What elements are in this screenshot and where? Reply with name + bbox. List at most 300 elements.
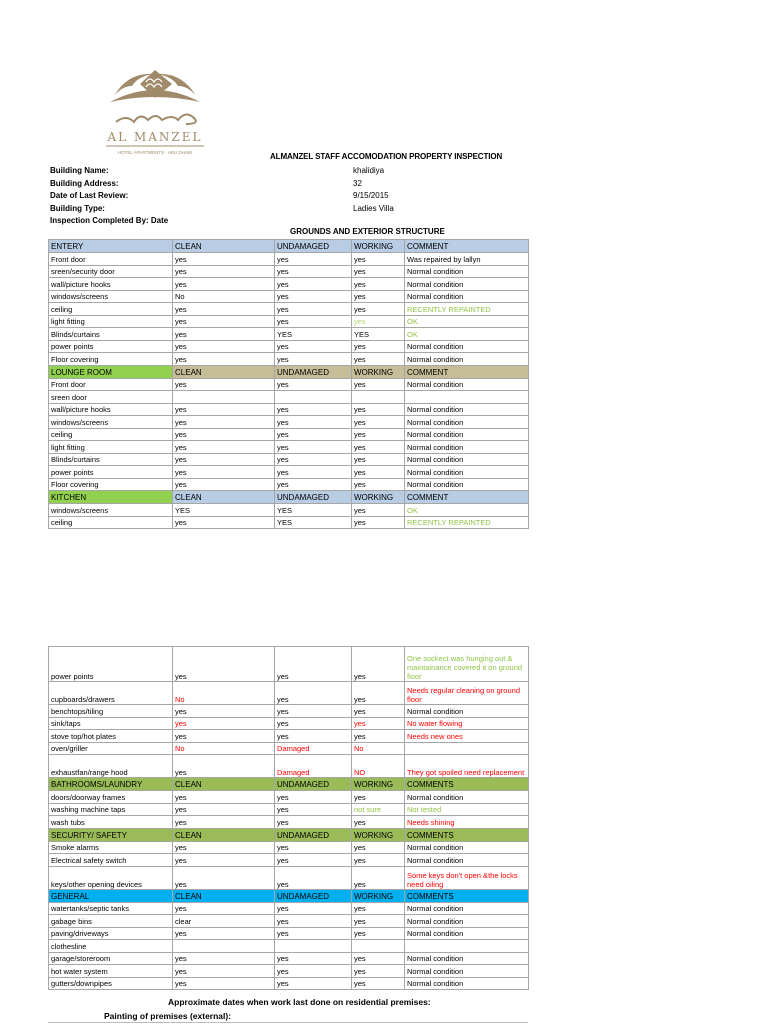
status-cell: yes: [352, 965, 405, 978]
item-cell: light fitting: [49, 315, 173, 328]
table-row: [49, 340, 529, 353]
comment-cell: Normal condition: [405, 378, 529, 391]
table-row: [49, 755, 529, 778]
status-cell: yes: [173, 315, 275, 328]
comment-cell: [405, 742, 529, 755]
item-cell: windows/screens: [49, 290, 173, 303]
header-cell: UNDAMAGED: [275, 778, 352, 791]
field-value: Ladies Villa: [353, 203, 394, 213]
comment-cell: Normal condition: [405, 952, 529, 965]
comment-cell: Not tested: [405, 803, 529, 816]
status-cell: [173, 940, 275, 953]
comment-cell: RECENTLY REPAINTED: [405, 516, 529, 529]
item-cell: sink/taps: [49, 717, 173, 730]
header-cell: UNDAMAGED: [275, 491, 352, 504]
item-cell: ceiling: [49, 428, 173, 441]
item-cell: wall/picture hooks: [49, 278, 173, 291]
item-cell: Floor covering: [49, 478, 173, 491]
comment-cell: Normal condition: [405, 977, 529, 990]
table-row: [49, 647, 529, 682]
comment-cell: OK: [405, 504, 529, 517]
building-type-row: [50, 204, 450, 217]
item-cell: ceiling: [49, 516, 173, 529]
footer-note: Approximate dates when work last done on residential premises:: [168, 997, 431, 1007]
item-cell: Front door: [49, 253, 173, 266]
table-row: [49, 791, 529, 804]
status-cell: yes: [275, 854, 352, 867]
status-cell: yes: [173, 441, 275, 454]
comment-cell: Normal condition: [405, 278, 529, 291]
header-cell: COMMENT: [405, 491, 529, 504]
item-cell: watertanks/septic tanks: [49, 902, 173, 915]
status-cell: yes: [352, 841, 405, 854]
header-cell: LOUNGE ROOM: [49, 365, 173, 378]
status-cell: yes: [173, 647, 275, 682]
status-cell: yes: [275, 315, 352, 328]
header-cell: WORKING: [352, 240, 405, 253]
comment-cell: Normal condition: [405, 791, 529, 804]
status-cell: yes: [173, 516, 275, 529]
header-cell: WORKING: [352, 889, 405, 902]
svg-text:HOTEL APARTMENTS - ABU DHABI: HOTEL APARTMENTS - ABU DHABI: [117, 150, 193, 155]
status-cell: yes: [173, 328, 275, 341]
status-cell: yes: [352, 866, 405, 889]
header-cell: UNDAMAGED: [275, 828, 352, 841]
status-cell: yes: [173, 841, 275, 854]
status-cell: No: [173, 742, 275, 755]
comment-cell: They got spoiled need replacement: [405, 755, 529, 778]
svg-text:AL MANZEL: AL MANZEL: [107, 130, 203, 144]
header-cell: BATHROOMS/LAUNDRY: [49, 778, 173, 791]
header-cell: GENERAL: [49, 889, 173, 902]
status-cell: yes: [352, 303, 405, 316]
status-cell: yes: [352, 441, 405, 454]
status-cell: yes: [352, 816, 405, 829]
status-cell: yes: [173, 340, 275, 353]
item-cell: washing machine taps: [49, 803, 173, 816]
item-cell: keys/other opening devices: [49, 866, 173, 889]
field-value: khalidiya: [353, 166, 385, 175]
status-cell: yes: [352, 647, 405, 682]
status-cell: yes: [352, 378, 405, 391]
table-row: [49, 902, 529, 915]
status-cell: yes: [275, 403, 352, 416]
status-cell: yes: [173, 353, 275, 366]
item-cell: wash tubs: [49, 816, 173, 829]
item-cell: stove top/hot plates: [49, 730, 173, 743]
status-cell: yes: [352, 466, 405, 479]
status-cell: yes: [352, 428, 405, 441]
status-cell: yes: [275, 647, 352, 682]
table-row: [49, 403, 529, 416]
status-cell: YES: [352, 328, 405, 341]
item-cell: oven/griller: [49, 742, 173, 755]
comment-cell: Some keys don't open &the locks need oiling: [405, 866, 529, 889]
status-cell: yes: [275, 717, 352, 730]
section-header-row: [49, 778, 529, 791]
status-cell: yes: [275, 453, 352, 466]
status-cell: yes: [275, 952, 352, 965]
status-cell: yes: [275, 841, 352, 854]
item-cell: exhaustfan/range hood: [49, 755, 173, 778]
table-row: [49, 854, 529, 867]
section-header-row: [49, 491, 529, 504]
table-row: [49, 478, 529, 491]
status-cell: yes: [352, 315, 405, 328]
status-cell: yes: [352, 717, 405, 730]
status-cell: yes: [352, 915, 405, 928]
status-cell: yes: [352, 977, 405, 990]
comment-cell: Normal condition: [405, 466, 529, 479]
status-cell: YES: [275, 504, 352, 517]
building-info: [50, 166, 450, 229]
building-name-row: [50, 166, 450, 179]
header-cell: COMMENT: [405, 240, 529, 253]
field-label: Building Address:: [50, 178, 119, 188]
status-cell: yes: [352, 682, 405, 705]
status-cell: yes: [275, 441, 352, 454]
item-cell: windows/screens: [49, 416, 173, 429]
status-cell: YES: [275, 516, 352, 529]
table-row: [49, 504, 529, 517]
status-cell: yes: [275, 353, 352, 366]
status-cell: yes: [275, 428, 352, 441]
status-cell: yes: [173, 755, 275, 778]
comment-cell: [405, 391, 529, 404]
comment-cell: Needs shining: [405, 816, 529, 829]
table-row: [49, 391, 529, 404]
table-row: [49, 416, 529, 429]
table-row: [49, 952, 529, 965]
table-row: [49, 866, 529, 889]
logo-emblem-icon: [92, 62, 242, 157]
table-row: [49, 303, 529, 316]
table-row: [49, 265, 529, 278]
header-cell: COMMENTS: [405, 778, 529, 791]
status-cell: yes: [275, 803, 352, 816]
status-cell: yes: [352, 705, 405, 718]
inspection-table-kitchen-general: [48, 646, 529, 990]
status-cell: yes: [352, 791, 405, 804]
comment-cell: Normal condition: [405, 915, 529, 928]
status-cell: Damaged: [275, 742, 352, 755]
item-cell: power points: [49, 647, 173, 682]
status-cell: yes: [352, 478, 405, 491]
status-cell: yes: [275, 791, 352, 804]
item-cell: garage/storeroom: [49, 952, 173, 965]
status-cell: yes: [173, 705, 275, 718]
comment-cell: OK: [405, 328, 529, 341]
table-row: [49, 315, 529, 328]
status-cell: yes: [275, 303, 352, 316]
last-review-row: [50, 191, 450, 204]
header-cell: SECURITY/ SAFETY: [49, 828, 173, 841]
header-cell: UNDAMAGED: [275, 889, 352, 902]
status-cell: yes: [173, 278, 275, 291]
comment-cell: Normal condition: [405, 841, 529, 854]
al-manzel-logo: [92, 62, 242, 157]
status-cell: yes: [275, 290, 352, 303]
comment-cell: Normal condition: [405, 478, 529, 491]
table-row: [49, 441, 529, 454]
status-cell: yes: [275, 915, 352, 928]
table-row: [49, 278, 529, 291]
status-cell: yes: [352, 902, 405, 915]
comment-cell: OK: [405, 315, 529, 328]
status-cell: yes: [275, 902, 352, 915]
item-cell: Floor covering: [49, 353, 173, 366]
table-row: [49, 705, 529, 718]
status-cell: yes: [352, 353, 405, 366]
status-cell: yes: [275, 466, 352, 479]
table-row: [49, 977, 529, 990]
status-cell: yes: [275, 866, 352, 889]
status-cell: yes: [275, 253, 352, 266]
comment-cell: Needs regular cleaning on ground floor: [405, 682, 529, 705]
status-cell: yes: [275, 730, 352, 743]
status-cell: [275, 940, 352, 953]
status-cell: yes: [173, 902, 275, 915]
table-row: [49, 682, 529, 705]
item-cell: benchtops/tiling: [49, 705, 173, 718]
item-cell: paving/driveways: [49, 927, 173, 940]
table-row: [49, 816, 529, 829]
item-cell: power points: [49, 466, 173, 479]
comment-cell: Normal condition: [405, 854, 529, 867]
field-label: Inspection Completed By: Date: [50, 216, 169, 225]
header-cell: COMMENT: [405, 365, 529, 378]
item-cell: Blinds/curtains: [49, 328, 173, 341]
item-cell: wall/picture hooks: [49, 403, 173, 416]
status-cell: [275, 391, 352, 404]
status-cell: yes: [173, 303, 275, 316]
header-cell: WORKING: [352, 491, 405, 504]
header-cell: CLEAN: [173, 491, 275, 504]
status-cell: [352, 940, 405, 953]
section-header-row: [49, 889, 529, 902]
status-cell: YES: [275, 328, 352, 341]
table-row: [49, 742, 529, 755]
status-cell: yes: [275, 965, 352, 978]
comment-cell: Normal condition: [405, 705, 529, 718]
comment-cell: Normal condition: [405, 453, 529, 466]
comment-cell: Needs new ones: [405, 730, 529, 743]
comment-cell: Normal condition: [405, 290, 529, 303]
status-cell: yes: [352, 290, 405, 303]
table-row: [49, 453, 529, 466]
status-cell: yes: [173, 453, 275, 466]
comment-cell: One sockect was hunging out & maintainance covered it on ground floor: [405, 647, 529, 682]
table-row: [49, 915, 529, 928]
item-cell: cupboards/drawers: [49, 682, 173, 705]
status-cell: yes: [173, 866, 275, 889]
table-row: [49, 378, 529, 391]
header-cell: CLEAN: [173, 828, 275, 841]
status-cell: yes: [173, 791, 275, 804]
header-cell: WORKING: [352, 828, 405, 841]
status-cell: yes: [173, 466, 275, 479]
status-cell: yes: [173, 265, 275, 278]
field-label: Date of Last Review:: [50, 191, 129, 200]
item-cell: hot water system: [49, 965, 173, 978]
status-cell: yes: [173, 977, 275, 990]
comment-cell: No water flowing: [405, 717, 529, 730]
item-cell: Blinds/curtains: [49, 453, 173, 466]
header-cell: WORKING: [352, 365, 405, 378]
status-cell: yes: [352, 416, 405, 429]
status-cell: yes: [352, 854, 405, 867]
status-cell: yes: [275, 977, 352, 990]
status-cell: yes: [352, 453, 405, 466]
status-cell: yes: [173, 478, 275, 491]
status-cell: NO: [352, 755, 405, 778]
status-cell: yes: [173, 952, 275, 965]
field-value: 9/15/2015: [353, 191, 389, 200]
item-cell: light fitting: [49, 441, 173, 454]
item-cell: ceiling: [49, 303, 173, 316]
comment-cell: Normal condition: [405, 403, 529, 416]
comment-cell: Normal condition: [405, 265, 529, 278]
field-label: Building Name:: [50, 166, 109, 175]
status-cell: yes: [352, 730, 405, 743]
status-cell: yes: [352, 278, 405, 291]
page-title: ALMANZEL STAFF ACCOMODATION PROPERTY INSPECTION: [270, 152, 503, 161]
status-cell: yes: [275, 416, 352, 429]
table-row: [49, 927, 529, 940]
status-cell: yes: [173, 428, 275, 441]
status-cell: yes: [275, 682, 352, 705]
status-cell: No: [173, 290, 275, 303]
building-address-row: [50, 179, 450, 192]
item-cell: gutters/downpipes: [49, 977, 173, 990]
comment-cell: Normal condition: [405, 965, 529, 978]
status-cell: yes: [173, 416, 275, 429]
status-cell: YES: [173, 504, 275, 517]
status-cell: yes: [173, 717, 275, 730]
table-row: [49, 516, 529, 529]
status-cell: No: [173, 682, 275, 705]
status-cell: yes: [352, 253, 405, 266]
table-row: [49, 253, 529, 266]
table-row: [49, 841, 529, 854]
comment-cell: Normal condition: [405, 353, 529, 366]
table-row: [49, 965, 529, 978]
table-row: [49, 803, 529, 816]
status-cell: yes: [173, 854, 275, 867]
comment-cell: RECENTLY REPAINTED: [405, 303, 529, 316]
header-cell: KITCHEN: [49, 491, 173, 504]
table-row: [49, 466, 529, 479]
header-cell: COMMENTS: [405, 828, 529, 841]
status-cell: yes: [275, 478, 352, 491]
comment-cell: Normal condition: [405, 902, 529, 915]
comment-cell: Normal condition: [405, 441, 529, 454]
header-cell: CLEAN: [173, 778, 275, 791]
status-cell: [173, 391, 275, 404]
table-row: [49, 428, 529, 441]
section-title: GROUNDS AND EXTERIOR STRUCTURE: [290, 227, 445, 236]
status-cell: yes: [275, 340, 352, 353]
status-cell: yes: [275, 278, 352, 291]
status-cell: yes: [275, 265, 352, 278]
status-cell: clear: [173, 915, 275, 928]
item-cell: sreen door: [49, 391, 173, 404]
status-cell: yes: [352, 952, 405, 965]
status-cell: yes: [173, 816, 275, 829]
comment-cell: Normal condition: [405, 927, 529, 940]
status-cell: yes: [275, 816, 352, 829]
header-cell: WORKING: [352, 778, 405, 791]
status-cell: yes: [352, 516, 405, 529]
status-cell: yes: [352, 927, 405, 940]
footer-divider: [48, 1022, 528, 1023]
status-cell: yes: [352, 265, 405, 278]
item-cell: clothesline: [49, 940, 173, 953]
header-cell: COMMENTS: [405, 889, 529, 902]
status-cell: yes: [352, 504, 405, 517]
comment-cell: Normal condition: [405, 428, 529, 441]
status-cell: yes: [275, 378, 352, 391]
status-cell: yes: [173, 965, 275, 978]
status-cell: yes: [275, 927, 352, 940]
header-cell: UNDAMAGED: [275, 365, 352, 378]
status-cell: yes: [173, 403, 275, 416]
field-label: Building Type:: [50, 203, 105, 213]
status-cell: yes: [275, 705, 352, 718]
inspection-table-grounds: [48, 239, 529, 529]
header-cell: ENTERY: [49, 240, 173, 253]
section-header-row: [49, 240, 529, 253]
section-header-row: [49, 828, 529, 841]
header-cell: CLEAN: [173, 889, 275, 902]
item-cell: gabage bins: [49, 915, 173, 928]
header-cell: CLEAN: [173, 240, 275, 253]
field-value: 32: [353, 178, 362, 188]
item-cell: Electrical safety switch: [49, 854, 173, 867]
header-cell: CLEAN: [173, 365, 275, 378]
status-cell: not sure: [352, 803, 405, 816]
item-cell: Smoke alarms: [49, 841, 173, 854]
header-cell: UNDAMAGED: [275, 240, 352, 253]
table-row: [49, 328, 529, 341]
item-cell: Front door: [49, 378, 173, 391]
status-cell: yes: [173, 378, 275, 391]
comment-cell: Was repaired by lallyn: [405, 253, 529, 266]
comment-cell: Normal condition: [405, 340, 529, 353]
item-cell: windows/screens: [49, 504, 173, 517]
section-header-row: [49, 365, 529, 378]
item-cell: power points: [49, 340, 173, 353]
footer-painting-label: Painting of premises (external):: [104, 1011, 232, 1021]
status-cell: yes: [173, 803, 275, 816]
comment-cell: [405, 940, 529, 953]
status-cell: yes: [352, 403, 405, 416]
status-cell: [352, 391, 405, 404]
comment-cell: Normal condition: [405, 416, 529, 429]
status-cell: No: [352, 742, 405, 755]
item-cell: sreen/security door: [49, 265, 173, 278]
item-cell: doors/doorway frames: [49, 791, 173, 804]
table-row: [49, 290, 529, 303]
table-row: [49, 717, 529, 730]
status-cell: yes: [173, 730, 275, 743]
status-cell: yes: [173, 927, 275, 940]
table-row: [49, 730, 529, 743]
table-row: [49, 940, 529, 953]
status-cell: yes: [173, 253, 275, 266]
status-cell: yes: [352, 340, 405, 353]
status-cell: Damaged: [275, 755, 352, 778]
